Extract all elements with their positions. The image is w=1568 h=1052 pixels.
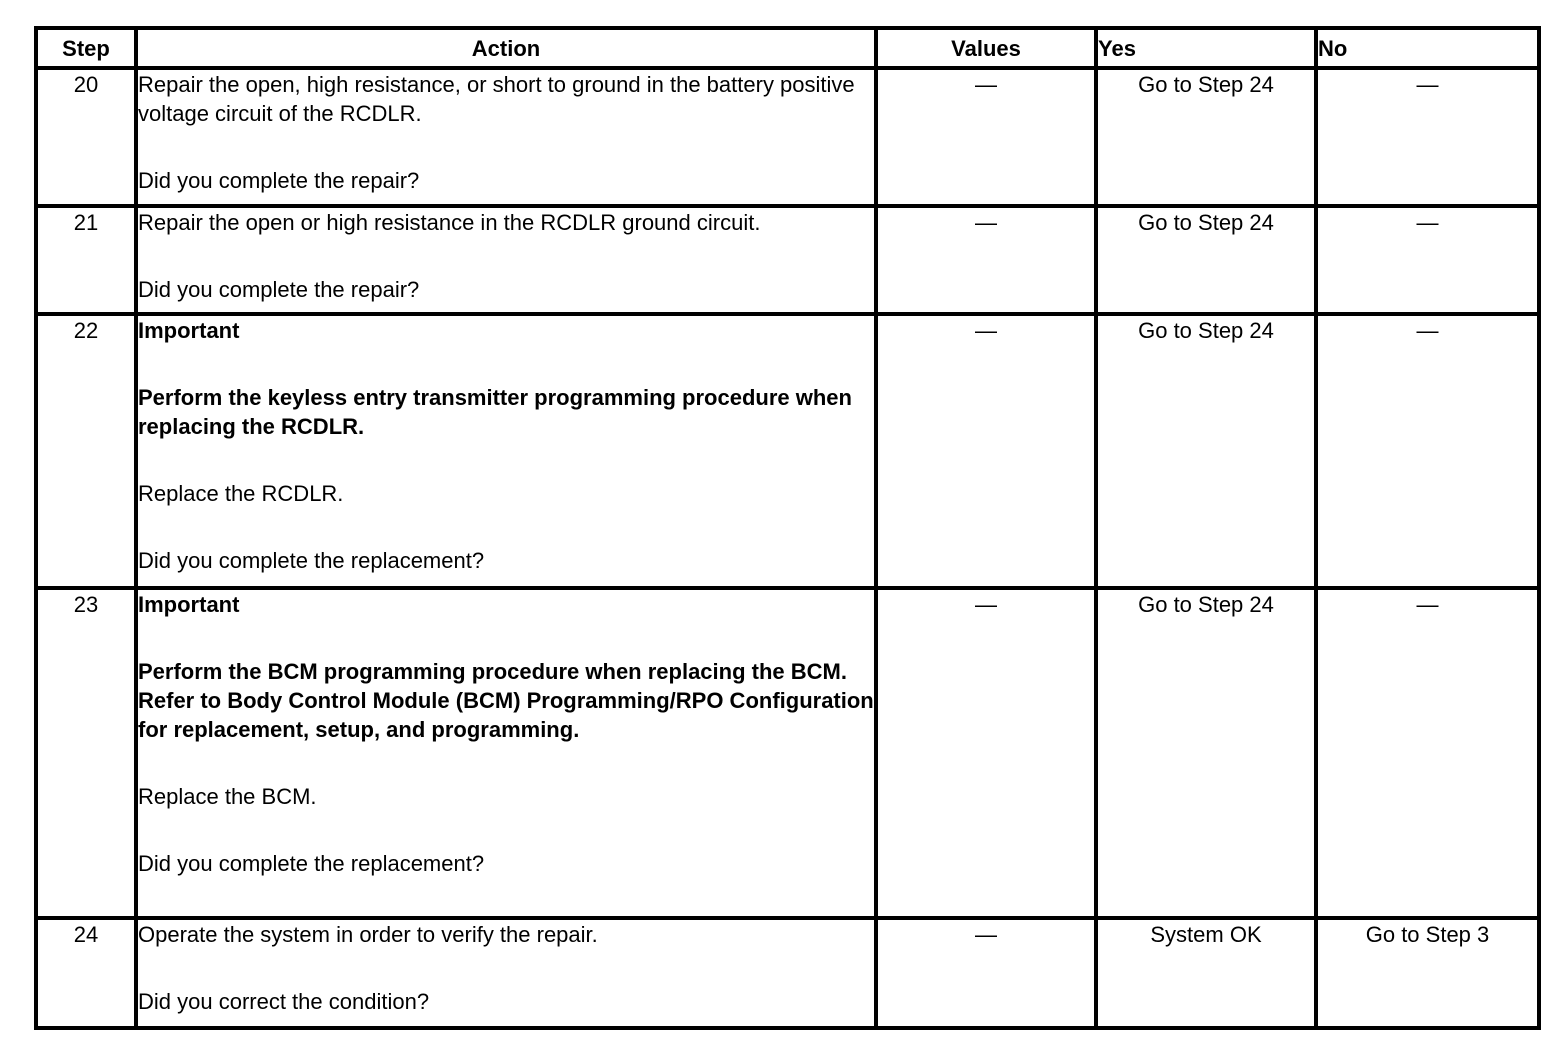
step-number: 24 bbox=[36, 918, 136, 1028]
action-cell bbox=[136, 68, 876, 206]
action-question: Did you complete the repair? bbox=[138, 168, 420, 193]
action-question: Did you complete the repair? bbox=[138, 277, 420, 302]
step-number: 21 bbox=[36, 206, 136, 314]
action-text: Repair the open, high resistance, or short to ground in the battery positive voltage circuit of the RCDLR. bbox=[138, 72, 855, 126]
step-number: 22 bbox=[36, 314, 136, 588]
yes-cell: Go to Step 24 bbox=[1096, 314, 1316, 588]
important-text: Perform the keyless entry transmitter programming procedure when replacing the RCDLR. bbox=[138, 385, 852, 439]
no-cell: — bbox=[1316, 206, 1539, 314]
values-cell: — bbox=[876, 918, 1096, 1028]
action-text: Repair the open or high resistance in the RCDLR ground circuit. bbox=[138, 210, 761, 235]
action-question: Did you complete the replacement? bbox=[138, 851, 485, 876]
important-heading: Important bbox=[138, 592, 240, 617]
step-number: 20 bbox=[36, 68, 136, 206]
header-no: No bbox=[1316, 28, 1539, 68]
table-row bbox=[36, 918, 1539, 1028]
header-row bbox=[36, 28, 1539, 68]
action-text: Replace the BCM. bbox=[138, 784, 317, 809]
header-yes: Yes bbox=[1096, 28, 1316, 68]
header-step: Step bbox=[36, 28, 136, 68]
no-cell: — bbox=[1316, 314, 1539, 588]
step-number: 23 bbox=[36, 588, 136, 918]
values-cell: — bbox=[876, 206, 1096, 314]
action-question: Did you complete the replacement? bbox=[138, 548, 485, 573]
action-cell bbox=[136, 588, 876, 918]
yes-cell: Go to Step 24 bbox=[1096, 206, 1316, 314]
yes-cell: Go to Step 24 bbox=[1096, 68, 1316, 206]
yes-cell: System OK bbox=[1096, 918, 1316, 1028]
important-text: Perform the BCM programming procedure when replacing the BCM. Refer to Body Control Module (BCM) Programming/RPO Configuration for replacement, setup, and programming. bbox=[138, 659, 874, 742]
no-cell: Go to Step 3 bbox=[1316, 918, 1539, 1028]
table-row bbox=[36, 314, 1539, 588]
important-heading: Important bbox=[138, 318, 240, 343]
action-cell bbox=[136, 918, 876, 1028]
yes-cell: Go to Step 24 bbox=[1096, 588, 1316, 918]
header-values: Values bbox=[876, 28, 1096, 68]
values-cell: — bbox=[876, 314, 1096, 588]
values-cell: — bbox=[876, 588, 1096, 918]
action-cell bbox=[136, 206, 876, 314]
values-cell: — bbox=[876, 68, 1096, 206]
table-row bbox=[36, 206, 1539, 314]
action-text: Replace the RCDLR. bbox=[138, 481, 344, 506]
action-cell bbox=[136, 314, 876, 588]
action-question: Did you correct the condition? bbox=[138, 989, 430, 1014]
table-row bbox=[36, 588, 1539, 918]
table-row bbox=[36, 68, 1539, 206]
no-cell: — bbox=[1316, 588, 1539, 918]
header-action: Action bbox=[136, 28, 876, 68]
diagnostic-table bbox=[34, 26, 1541, 1030]
action-text: Operate the system in order to verify the repair. bbox=[138, 922, 598, 947]
no-cell: — bbox=[1316, 68, 1539, 206]
